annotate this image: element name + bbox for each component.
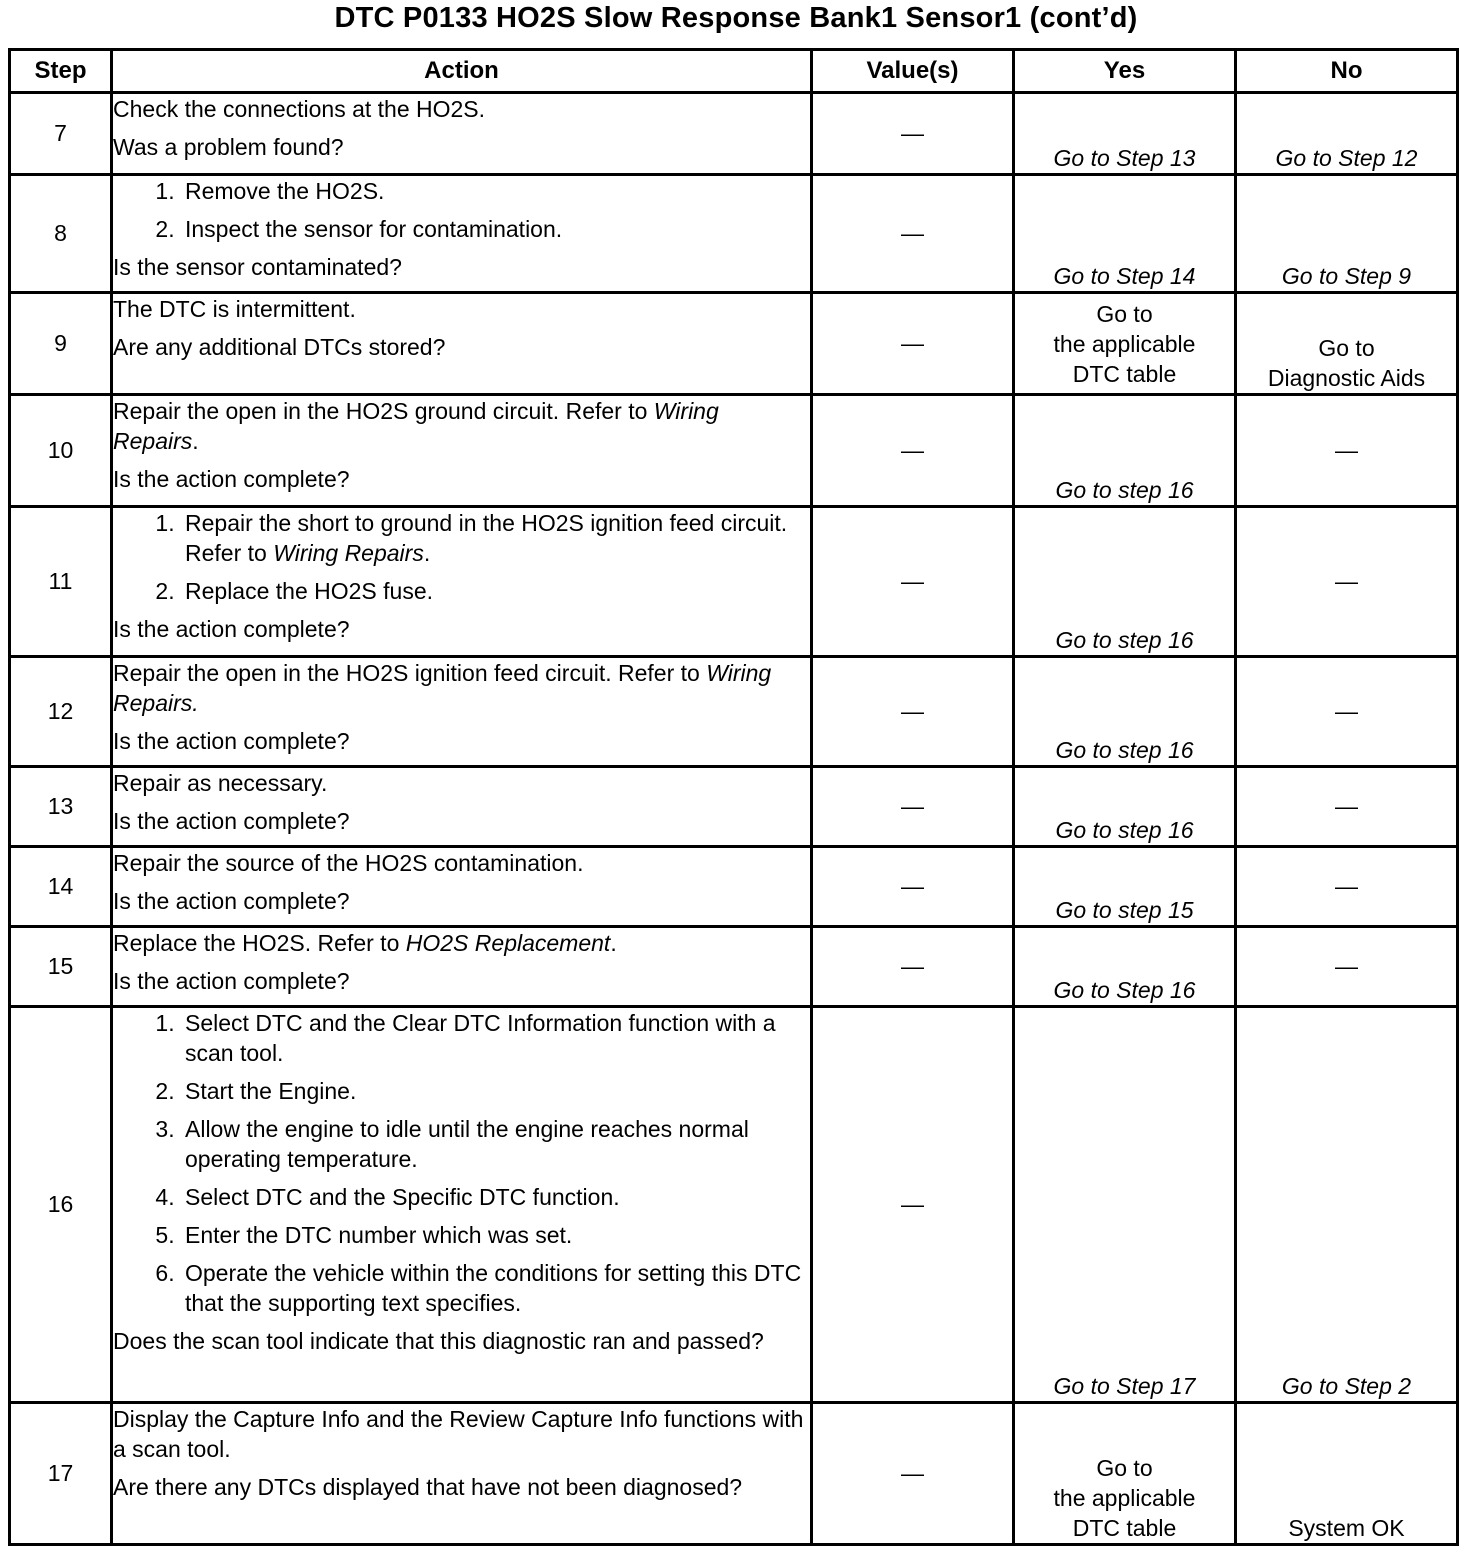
action-cell	[112, 1007, 812, 1403]
value-cell: —	[812, 847, 1014, 927]
yes-line: Go to	[1096, 300, 1153, 327]
action-text: Display the Capture Info and the Review Capture Info functions with a scan tool.	[113, 1406, 804, 1462]
step-number: 12	[10, 657, 112, 767]
action-text-part: Replace the HO2S. Refer to	[113, 930, 406, 956]
action-steps	[113, 176, 810, 244]
action-text-part: Repair the open in the HO2S ignition feed circuit. Refer to	[113, 660, 707, 686]
yes-line: DTC table	[1072, 1515, 1177, 1541]
action-steps	[113, 508, 810, 606]
step-number: 10	[10, 395, 112, 507]
action-step: 4. Select DTC and the Specific DTC function.	[181, 1182, 810, 1212]
reference-link[interactable]: HO2S Replacement	[405, 930, 611, 956]
yes-cell: Go to step 16	[1014, 507, 1236, 657]
table-row	[10, 927, 1458, 1007]
action-step: 5. Enter the DTC number which was set.	[181, 1220, 810, 1250]
value-cell: —	[812, 657, 1014, 767]
yes-cell: Go to Step 17	[1014, 1007, 1236, 1403]
action-text-part: .	[192, 428, 199, 454]
action-question: Is the action complete?	[113, 466, 350, 492]
value-cell: —	[812, 395, 1014, 507]
action-question: Is the action complete?	[113, 616, 350, 642]
action-steps	[113, 1008, 810, 1318]
step-number: 17	[10, 1403, 112, 1545]
no-cell: —	[1236, 657, 1458, 767]
value-cell: —	[812, 927, 1014, 1007]
yes-cell: Go to step 15	[1014, 847, 1236, 927]
action-step	[181, 508, 810, 568]
no-cell: —	[1236, 847, 1458, 927]
value-cell: —	[812, 1007, 1014, 1403]
value-cell: —	[812, 175, 1014, 293]
header-row	[10, 50, 1458, 93]
action-cell	[112, 657, 812, 767]
no-line: Diagnostic Aids	[1267, 365, 1426, 391]
no-cell: —	[1236, 927, 1458, 1007]
value-cell: —	[812, 507, 1014, 657]
table-row	[10, 1403, 1458, 1545]
no-cell: Go to Step 9	[1236, 175, 1458, 293]
reference-link[interactable]: Wiring Repairs	[113, 398, 719, 454]
step-number: 16	[10, 1007, 112, 1403]
action-cell	[112, 93, 812, 175]
table-row	[10, 847, 1458, 927]
action-text-part: .	[610, 930, 617, 956]
yes-line: the applicable	[1053, 330, 1196, 357]
no-cell	[1236, 293, 1458, 395]
header-yes: Yes	[1014, 50, 1236, 93]
no-cell: —	[1236, 507, 1458, 657]
action-question: Is the sensor contaminated?	[113, 254, 402, 280]
action-text-part: Repair the short to ground in the HO2S ignition feed circuit. Refer to	[185, 510, 788, 566]
step-number: 13	[10, 767, 112, 847]
step-number: 11	[10, 507, 112, 657]
yes-line: DTC table	[1072, 360, 1177, 387]
reference-link[interactable]: Wiring Repairs.	[113, 660, 772, 716]
action-step: 1. Select DTC and the Clear DTC Information function with a scan tool.	[181, 1008, 810, 1068]
action-cell	[112, 1403, 812, 1545]
action-text: Repair the source of the HO2S contamination.	[113, 850, 584, 876]
action-text-part: Repair the open in the HO2S ground circuit. Refer to	[113, 398, 654, 424]
action-step: 3. Allow the engine to idle until the engine reaches normal operating temperature.	[181, 1114, 810, 1174]
header-step: Step	[10, 50, 112, 93]
no-cell: Go to Step 2	[1236, 1007, 1458, 1403]
step-number: 14	[10, 847, 112, 927]
action-question: Is the action complete?	[113, 728, 350, 754]
yes-cell: Go to step 16	[1014, 657, 1236, 767]
action-text: The DTC is intermittent.	[113, 296, 356, 322]
table-row	[10, 1007, 1458, 1403]
dtc-table	[8, 48, 1459, 1546]
value-cell: —	[812, 293, 1014, 395]
yes-cell: Go to Step 14	[1014, 175, 1236, 293]
action-question: Does the scan tool indicate that this diagnostic ran and passed?	[113, 1328, 764, 1354]
action-cell	[112, 507, 812, 657]
value-cell: —	[812, 767, 1014, 847]
action-cell	[112, 847, 812, 927]
yes-cell	[1014, 293, 1236, 395]
reference-link[interactable]: Wiring Repairs	[273, 540, 424, 566]
action-step: 6. Operate the vehicle within the conditions for setting this DTC that the supporting text specifies.	[181, 1258, 810, 1318]
table-row	[10, 507, 1458, 657]
yes-cell: Go to step 16	[1014, 395, 1236, 507]
action-text	[113, 928, 810, 958]
header-values: Value(s)	[812, 50, 1014, 93]
yes-cell: Go to step 16	[1014, 767, 1236, 847]
step-number: 7	[10, 93, 112, 175]
step-number: 8	[10, 175, 112, 293]
action-text: Repair as necessary.	[113, 770, 328, 796]
table-row	[10, 395, 1458, 507]
table-row	[10, 293, 1458, 395]
yes-line: Go to	[1096, 1455, 1153, 1481]
no-line: Go to	[1318, 335, 1375, 361]
step-number: 15	[10, 927, 112, 1007]
table-row	[10, 657, 1458, 767]
no-cell: —	[1236, 395, 1458, 507]
value-cell: —	[812, 1403, 1014, 1545]
table-row	[10, 767, 1458, 847]
header-no: No	[1236, 50, 1458, 93]
yes-cell	[1014, 1403, 1236, 1545]
no-cell: System OK	[1236, 1403, 1458, 1545]
value-cell: —	[812, 93, 1014, 175]
action-question: Are any additional DTCs stored?	[113, 334, 446, 360]
table-row	[10, 175, 1458, 293]
header-action: Action	[112, 50, 812, 93]
yes-cell: Go to Step 13	[1014, 93, 1236, 175]
action-text-part: .	[423, 540, 431, 566]
action-cell	[112, 767, 812, 847]
yes-cell: Go to Step 16	[1014, 927, 1236, 1007]
action-step: 2. Inspect the sensor for contamination.	[181, 214, 810, 244]
action-question: Is the action complete?	[113, 968, 350, 994]
action-cell	[112, 175, 812, 293]
action-text: Check the connections at the HO2S.	[113, 96, 486, 122]
action-step: 2. Replace the HO2S fuse.	[181, 576, 810, 606]
action-step: 1. Remove the HO2S.	[181, 176, 810, 206]
step-number: 9	[10, 293, 112, 395]
action-question: Was a problem found?	[113, 134, 344, 160]
action-cell	[112, 927, 812, 1007]
table-row	[10, 93, 1458, 175]
yes-line: the applicable	[1053, 1485, 1196, 1511]
action-cell	[112, 293, 812, 395]
page-title: DTC P0133 HO2S Slow Response Bank1 Sensor1 (cont’d)	[334, 2, 1138, 34]
action-question: Are there any DTCs displayed that have not been diagnosed?	[113, 1474, 743, 1500]
no-cell: —	[1236, 767, 1458, 847]
action-question: Is the action complete?	[113, 888, 350, 914]
action-step: 2. Start the Engine.	[181, 1076, 810, 1106]
action-cell	[112, 395, 812, 507]
action-question: Is the action complete?	[113, 808, 350, 834]
action-text	[113, 396, 810, 456]
no-cell: Go to Step 12	[1236, 93, 1458, 175]
action-text	[113, 658, 810, 718]
